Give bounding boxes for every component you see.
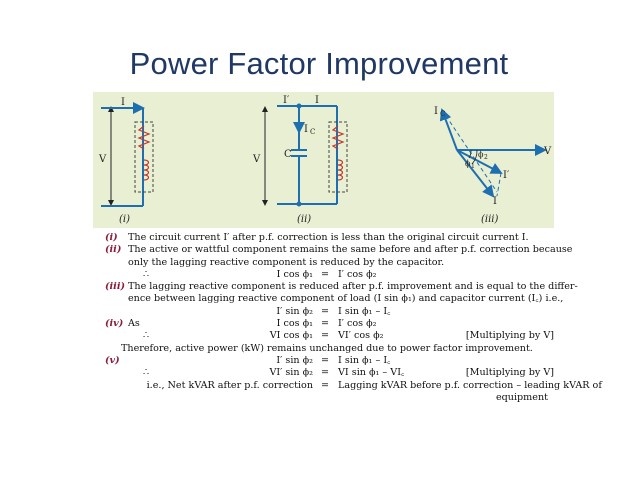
equation-7-right: Lagging kVAR before p.f. correction – leading kVAR of — [338, 379, 602, 391]
multiplying-note: [Multiplying by V] — [465, 330, 554, 342]
point-i — [93, 232, 554, 244]
equation-2 — [93, 306, 554, 318]
equation-6-right: VI sin ϕ₁ – VI꜀ — [338, 367, 405, 379]
equation-6-equals: = — [321, 367, 330, 379]
point-iii-text-a: The lagging reactive component is reduced after p.f. improvement and is equal to the differ- — [128, 281, 578, 293]
equation-4 — [93, 330, 554, 342]
point-ii-number: (ii) — [105, 244, 122, 256]
point-iii-continued — [93, 293, 564, 305]
point-ii-text-a: The active or wattful component remains the same before and after p.f. correction because — [128, 244, 573, 256]
panel-ii-ic-label: I — [304, 124, 308, 135]
therefore-symbol: ∴ — [143, 367, 150, 379]
panel-i-circuit — [101, 106, 153, 206]
equation-7-right-continued: equipment — [495, 391, 548, 403]
equation-2-equals: = — [321, 305, 330, 317]
equation-4-right: VI′ cos ϕ₂ — [338, 330, 384, 342]
panel-iii-phi2-label: ϕ — [478, 150, 484, 159]
therefore-symbol: ∴ — [143, 330, 150, 342]
equation-1-left: I cos ϕ₁ — [276, 268, 313, 280]
equation-6 — [93, 367, 554, 379]
equation-3-right: I′ cos ϕ₂ — [338, 318, 377, 330]
panel-ii-iprime-label: I′ — [283, 95, 290, 106]
equation-5-right: I sin ϕ₁ – I꜀ — [338, 354, 391, 366]
point-iv — [93, 318, 554, 330]
panel-ii-capacitor-label: C — [284, 149, 292, 160]
conclusion-text: Therefore, active power (kW) remains unchanged due to power factor improvement. — [121, 342, 533, 354]
point-iv-as: As — [128, 318, 140, 330]
panel-ii-caption: (ii) — [297, 214, 312, 225]
point-iii-number: (iii) — [105, 281, 126, 293]
circuit-diagrams — [93, 92, 554, 228]
panel-i-caption: (i) — [119, 214, 131, 225]
point-iv-number: (iv) — [105, 318, 124, 330]
point-i-text: The circuit current I′ after p.f. correction is less than the original circuit current I. — [128, 232, 529, 243]
equation-3-equals: = — [321, 318, 330, 330]
equation-3-left: I cos ϕ₁ — [276, 318, 313, 330]
equation-5-left: I′ sin ϕ₂ — [276, 354, 313, 366]
multiplying-note: [Multiplying by V] — [465, 367, 554, 379]
equation-1-right: I′ cos ϕ₂ — [338, 268, 377, 280]
panel-ii-circuit — [262, 104, 347, 207]
equation-7-continued — [93, 392, 554, 404]
panel-ii-current-label: I — [315, 95, 319, 106]
conclusion-line — [93, 343, 554, 355]
equation-6-left: VI′ sin ϕ₂ — [269, 367, 313, 379]
equation-2-left: I′ sin ϕ₂ — [276, 305, 313, 317]
equation-7 — [93, 379, 602, 392]
panel-iii-iprime-label: I′ — [503, 170, 510, 181]
point-v-number: (v) — [105, 354, 120, 366]
equation-4-equals: = — [321, 330, 330, 342]
panel-iii-ic-label: I — [434, 106, 438, 117]
equation-1-equals: = — [321, 268, 330, 280]
slide-title: Power Factor Improvement — [129, 46, 509, 81]
equation-1 — [93, 269, 554, 281]
point-i-number: (i) — [105, 232, 118, 243]
point-ii-text-b: only the lagging reactive component is reduced by the capacitor. — [128, 256, 445, 268]
panel-iii-phi2-subscript: 2 — [484, 154, 488, 161]
point-ii-continued — [93, 257, 554, 269]
point-iii — [93, 281, 578, 293]
panel-iii-caption: (iii) — [481, 214, 499, 225]
panel-iii-phasor — [442, 110, 545, 196]
explanation-text — [93, 232, 602, 404]
point-v — [93, 355, 554, 367]
therefore-symbol: ∴ — [143, 268, 150, 280]
panel-iii-i-label: I — [493, 196, 497, 207]
equation-5-equals: = — [321, 354, 330, 366]
panel-i-voltage-label: V — [99, 154, 107, 165]
equation-4-left: VI cos ϕ₁ — [269, 330, 313, 342]
point-ii — [93, 244, 573, 256]
equation-2-right: I sin ϕ₁ – I꜀ — [338, 305, 391, 317]
circuit-figure — [93, 92, 554, 228]
panel-iii-voltage-label: V — [544, 146, 552, 157]
panel-iii-ic-subscript: C — [440, 110, 446, 118]
equation-7-left: i.e., Net kVAR after p.f. correction — [146, 379, 313, 391]
panel-ii-voltage-label: V — [253, 154, 261, 165]
panel-ii-ic-subscript: C — [310, 128, 316, 136]
equation-7-equals: = — [321, 379, 330, 391]
point-iii-text-b: ence between lagging reactive component of load (I sin ϕ₁) and capacitor current (I꜀) i.e., — [128, 293, 564, 305]
panel-iii-phi1-label: ϕ — [465, 159, 471, 168]
panel-i-current-label: I — [121, 97, 125, 108]
panel-iii-phi1-subscript: 1 — [471, 163, 475, 170]
